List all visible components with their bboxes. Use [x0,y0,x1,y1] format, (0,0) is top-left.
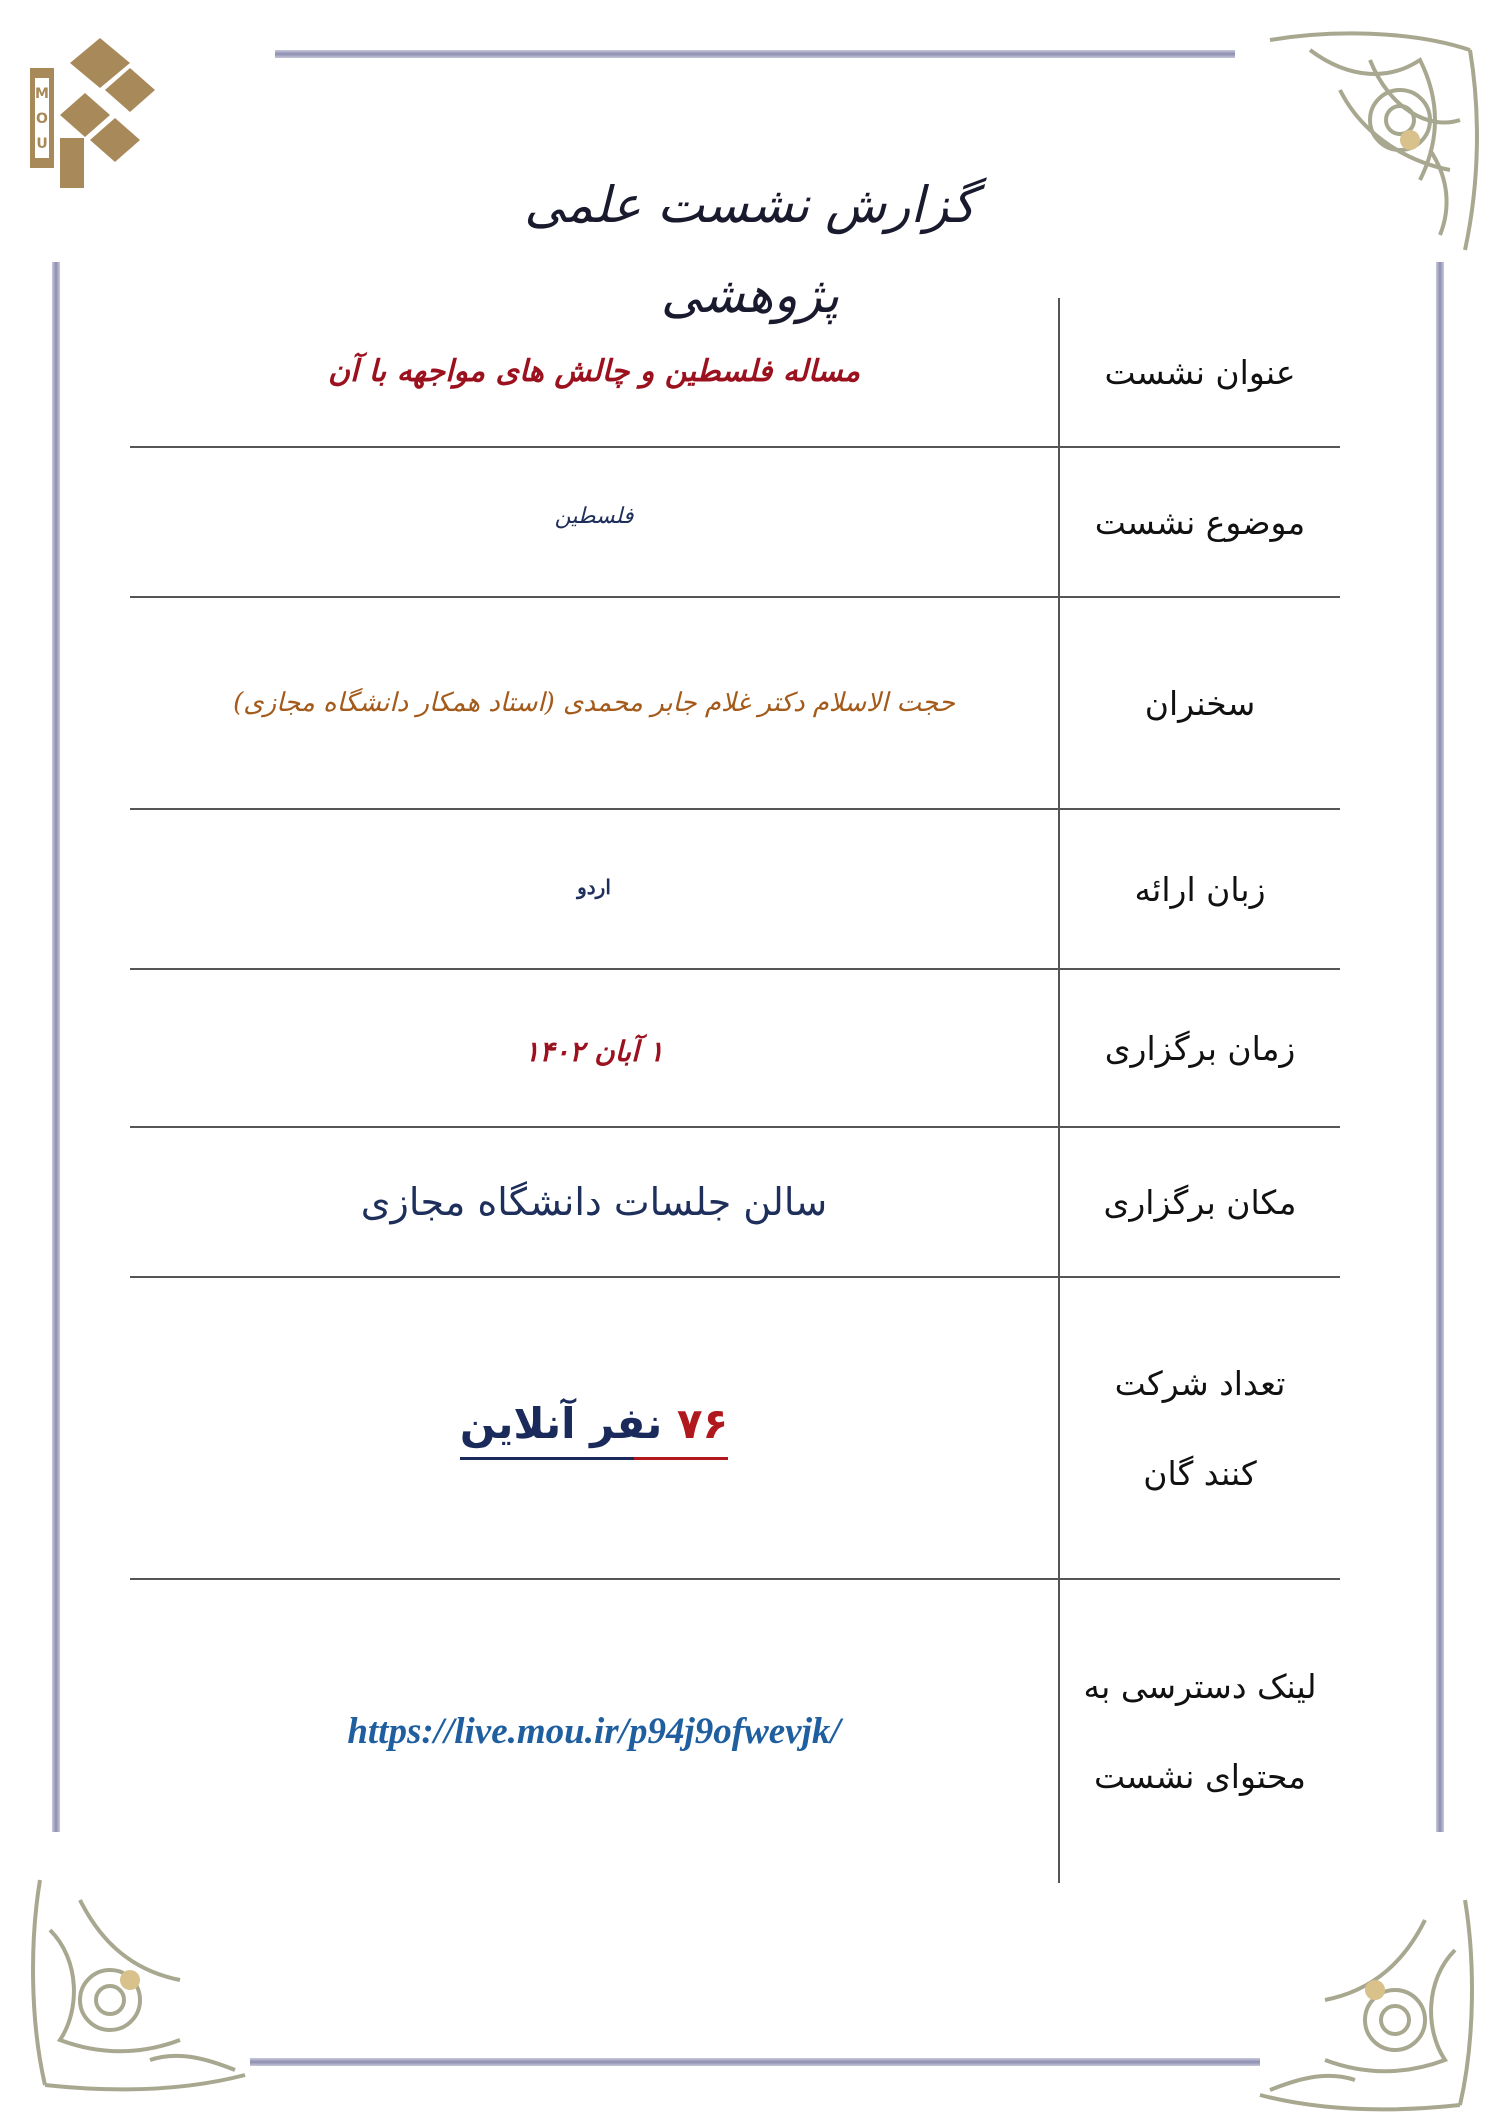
table-row [130,970,1340,1128]
table-row [130,1128,1340,1278]
table-row [130,810,1340,970]
svg-text:U: U [36,136,48,152]
report-table [130,298,1340,1883]
table-row [130,598,1340,810]
row-label: زمان برگزاری [1104,1029,1296,1068]
row-label: سخنران [1144,684,1256,723]
svg-text:M: M [35,86,49,102]
row-label: مکان برگزاری [1103,1183,1297,1222]
participants-text: نفر آنلاین [459,1398,677,1448]
svg-text:O: O [36,111,48,127]
content-link[interactable]: https://live.mou.ir/p94j9ofwevjk/ [347,1711,841,1752]
row-label: موضوع نشست [1094,503,1306,542]
table-row [130,448,1340,598]
table-row [130,1278,1340,1580]
university-logo-icon [30,38,160,188]
frame-bottom-line [250,2058,1260,2066]
table-row [130,298,1340,448]
table-row [130,1580,1340,1883]
session-title-value: مساله فلسطین و چالش های مواجهه با آن [327,354,861,389]
page-title: گزارش نشست علمی پژوهشی [524,176,976,324]
session-topic-value: فلسطین [554,504,634,529]
frame-right-line [1436,262,1444,1832]
language-value: اردو [577,875,611,899]
venue-value: سالن جلسات دانشگاه مجازی [360,1180,828,1224]
participants-number: ۷۶ [676,1398,729,1448]
date-value: ۱ آبان ۱۴۰۲ [524,1035,664,1068]
row-label: لینک دسترسی به محتوای نشست [1083,1666,1317,1796]
row-label: زبان ارائه [1134,870,1266,909]
participants-count [460,1399,728,1460]
frame-top-line [275,50,1235,58]
corner-ornament-icon [20,1860,260,2100]
speaker-value: حجت الاسلام دکتر غلام جابر محمدی (استاد همکار دانشگاه مجازی) [233,688,955,718]
participants-underline [460,1457,728,1460]
frame-left-line [52,262,60,1832]
participants-value [130,1278,1058,1580]
corner-ornament-icon [1245,1880,1485,2120]
row-label: تعداد شرکت کنند گان [1114,1364,1286,1493]
corner-ornament-icon [1250,20,1490,260]
row-label: عنوان نشست [1104,353,1296,392]
